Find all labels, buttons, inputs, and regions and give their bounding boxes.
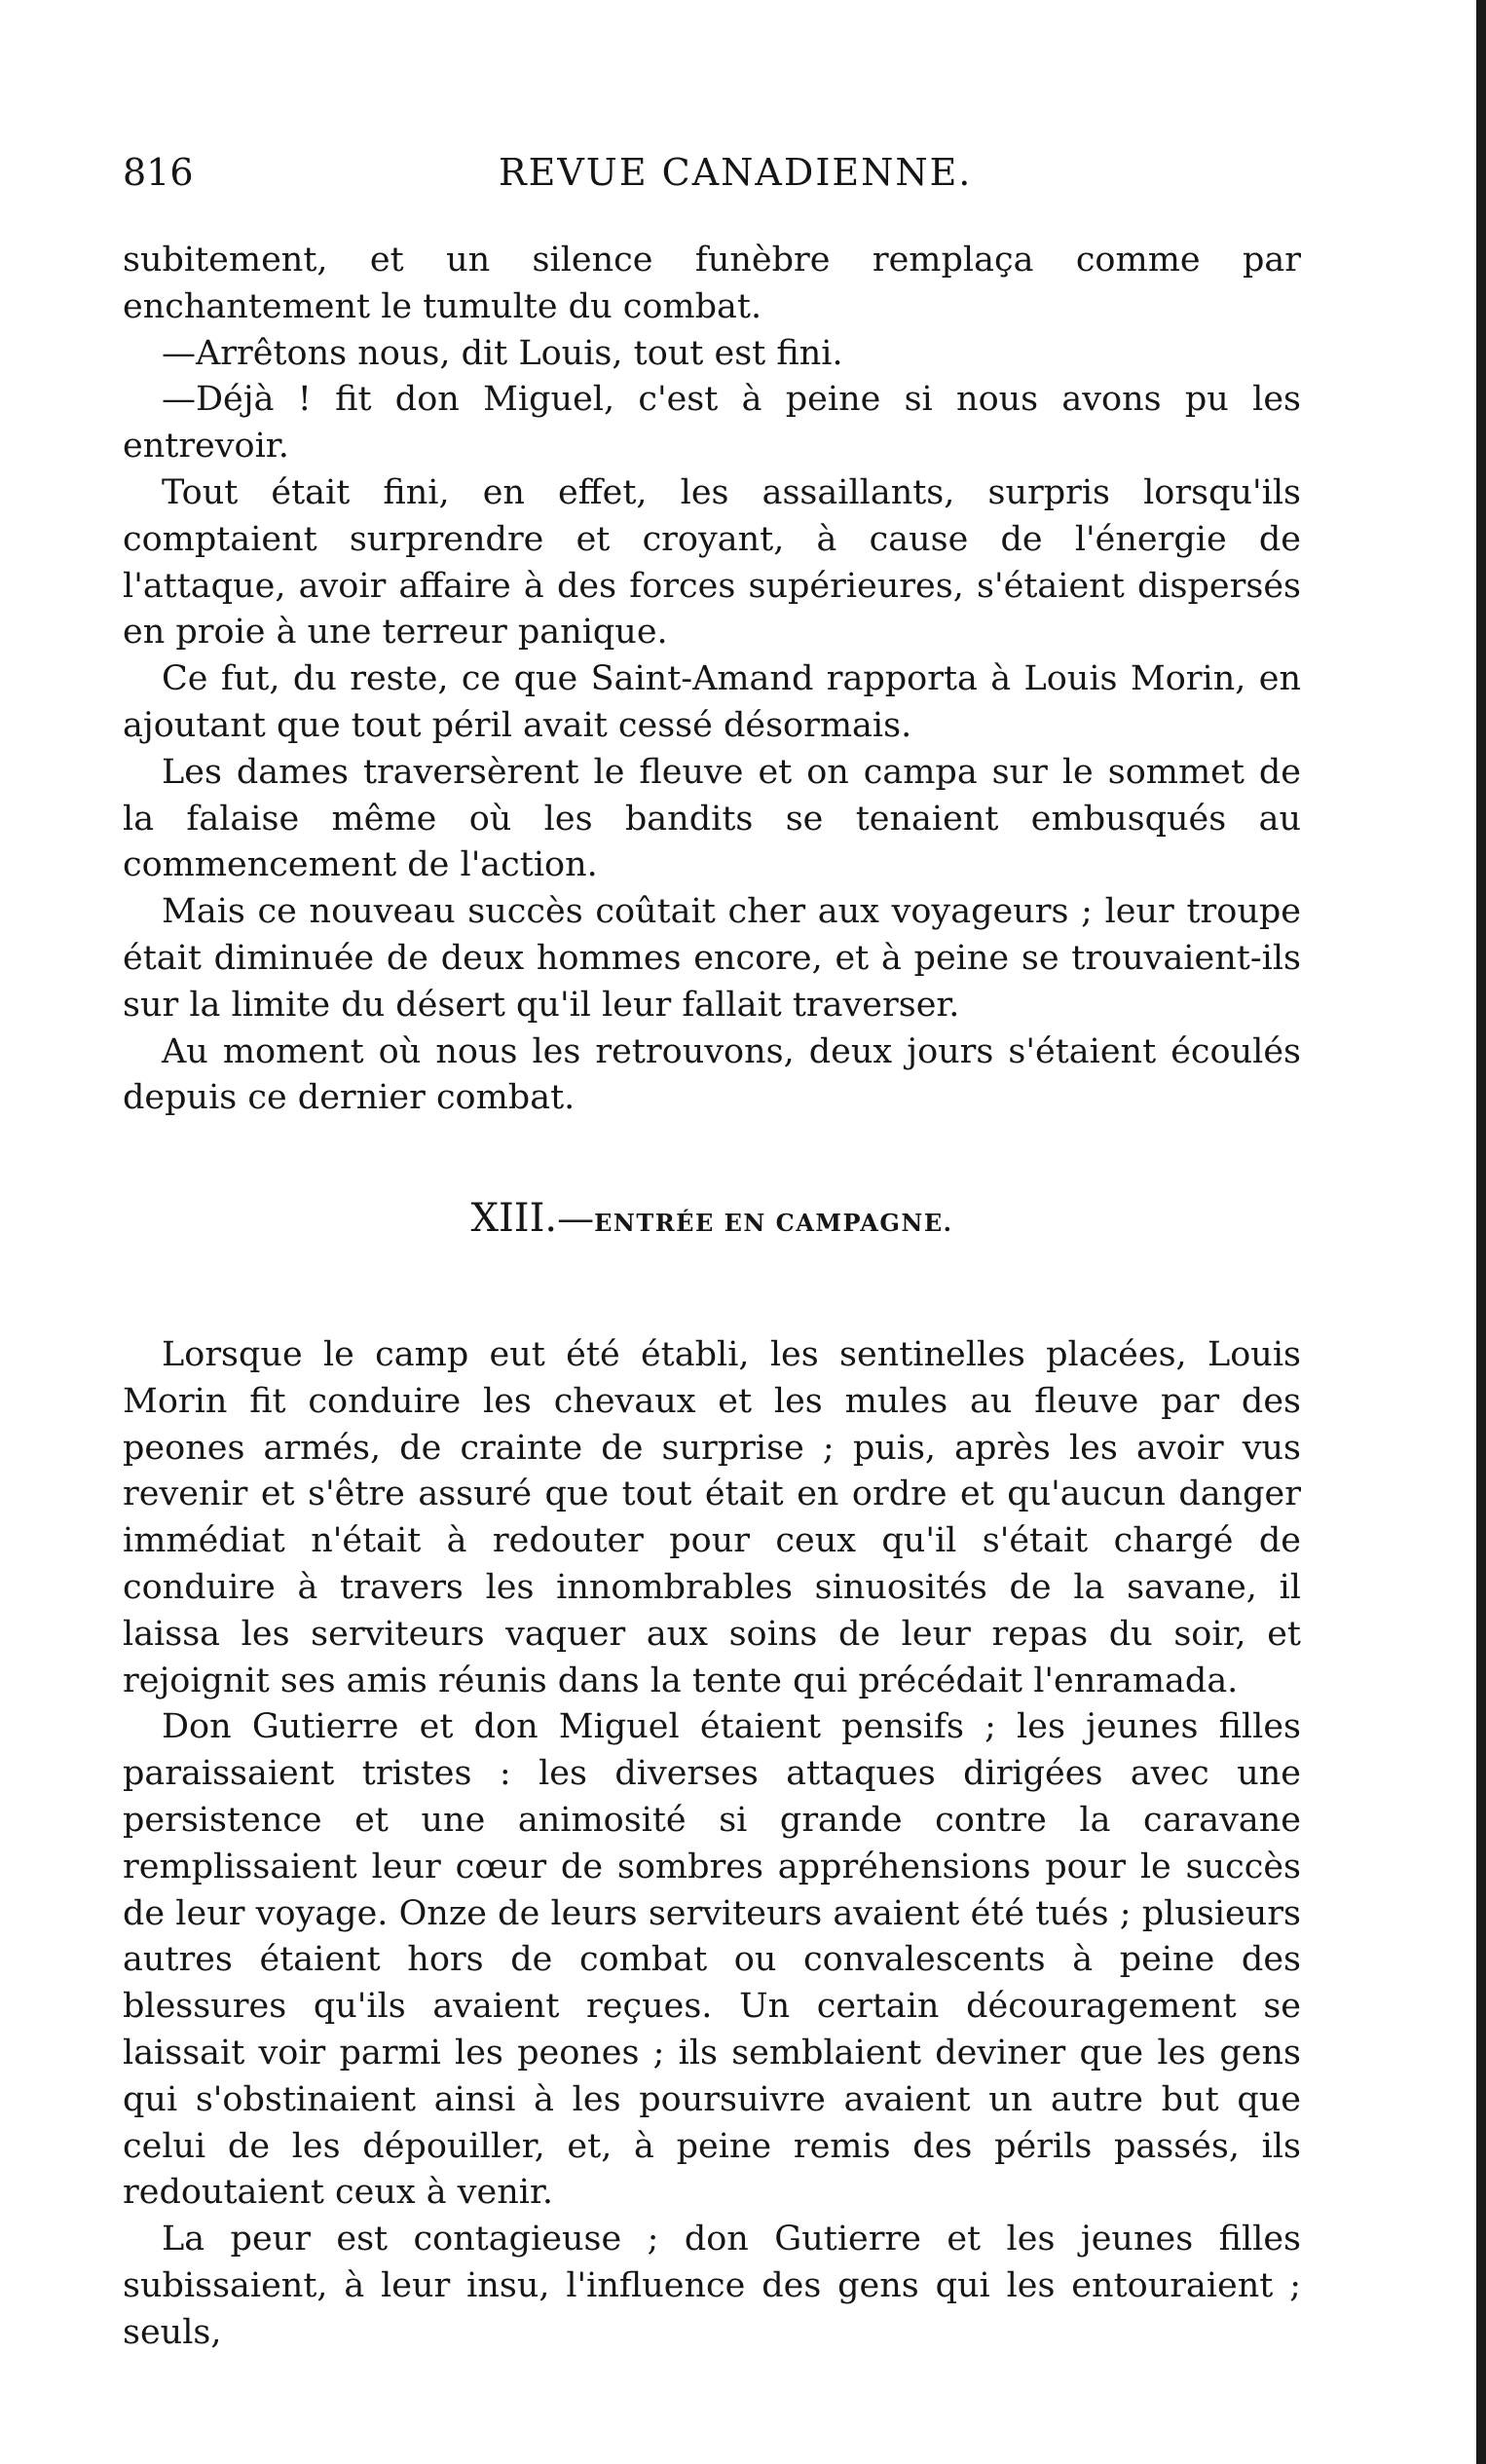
section-dash: — bbox=[557, 1197, 595, 1240]
paragraph: —Arrêtons nous, dit Louis, tout est fini. bbox=[162, 333, 843, 373]
paragraph: Ce fut, du reste, ce que Saint-Amand rapporta à Louis Morin, en ajoutant que tout péril avait cessé désormais. bbox=[123, 659, 1301, 745]
page-number: 816 bbox=[123, 151, 194, 194]
paragraph: Au moment où nous les retrouvons, deux jours s'étaient écoulés depuis ce dernier combat. bbox=[123, 1031, 1301, 1118]
paragraph: Les dames traversèrent le fleuve et on campa sur le sommet de la falaise même où les bandits se tenaient embusqués au commencement de l'action. bbox=[123, 752, 1301, 885]
paragraph: Mais ce nouveau succès coûtait cher aux voyageurs ; leur troupe était diminuée de deux hommes encore, et à peine se trouvaient-ils sur la limite du désert qu'il leur fallait traverser. bbox=[123, 892, 1301, 1025]
section-title: ENTRÉE EN CAMPAGNE. bbox=[594, 1209, 953, 1237]
paragraph: La peur est contagieuse ; don Gutierre et les jeunes filles subissaient, à leur insu, l'influence des gens qui les entouraient ; seuls, bbox=[123, 2220, 1301, 2352]
running-header bbox=[123, 151, 1301, 213]
paragraph: subitement, et un silence funèbre remplaça comme par enchantement le tumulte du combat. bbox=[123, 241, 1301, 326]
section-heading bbox=[123, 1196, 1301, 1241]
text-block-after-section bbox=[123, 1332, 1301, 2357]
page-edge-shadow bbox=[1476, 0, 1486, 2464]
running-title: REVUE CANADIENNE. bbox=[499, 151, 973, 194]
paragraph: Don Gutierre et don Miguel étaient pensifs ; les jeunes filles paraissaient tristes : les diverses attaques dirigées avec une persistence et une animosité si grande contre la caravane remplissaient leur cœur de sombres appréhensions pour le succès de leur voyage. Onze de leurs serviteurs avaient été tués ; plusieurs autres étaient hors de combat ou convalescents à peine des blessures qu'ils avaient reçues. Un certain découragement se laissait voir parmi les peones ; ils semblaient deviner que les gens qui s'obstinaient ainsi à les poursuivre avaient un autre but que celui de les dépouiller, et, à peine remis des périls passés, ils redoutaient ceux à venir. bbox=[123, 1707, 1301, 2213]
paragraph: —Déjà ! fit don Miguel, c'est à peine si nous avons pu les entrevoir. bbox=[123, 380, 1301, 467]
paragraph: Tout était fini, en effet, les assaillants, surpris lorsqu'ils comptaient surprendre et croyant, à cause de l'énergie de l'attaque, avoir affaire à des forces supérieures, s'étaient dispersés en proie à une terreur panique. bbox=[123, 472, 1301, 653]
text-block-before-section bbox=[123, 238, 1301, 1122]
section-numeral: XIII. bbox=[470, 1196, 558, 1241]
paragraph: Lorsque le camp eut été établi, les sentinelles placées, Louis Morin fit conduire les chevaux et les mules au fleuve par des peones armés, de crainte de surprise ; puis, après les avoir vus revenir et s'être assuré que tout était en ordre et qu'aucun danger immédiat n'était à redouter pour ceux qu'il s'était chargé de conduire à travers les innombrables sinuosités de la savane, il laissa les serviteurs vaquer aux soins de leur repas du soir, et rejoignit ses amis réunis dans la tente qui précédait l'enramada. bbox=[123, 1335, 1301, 1700]
